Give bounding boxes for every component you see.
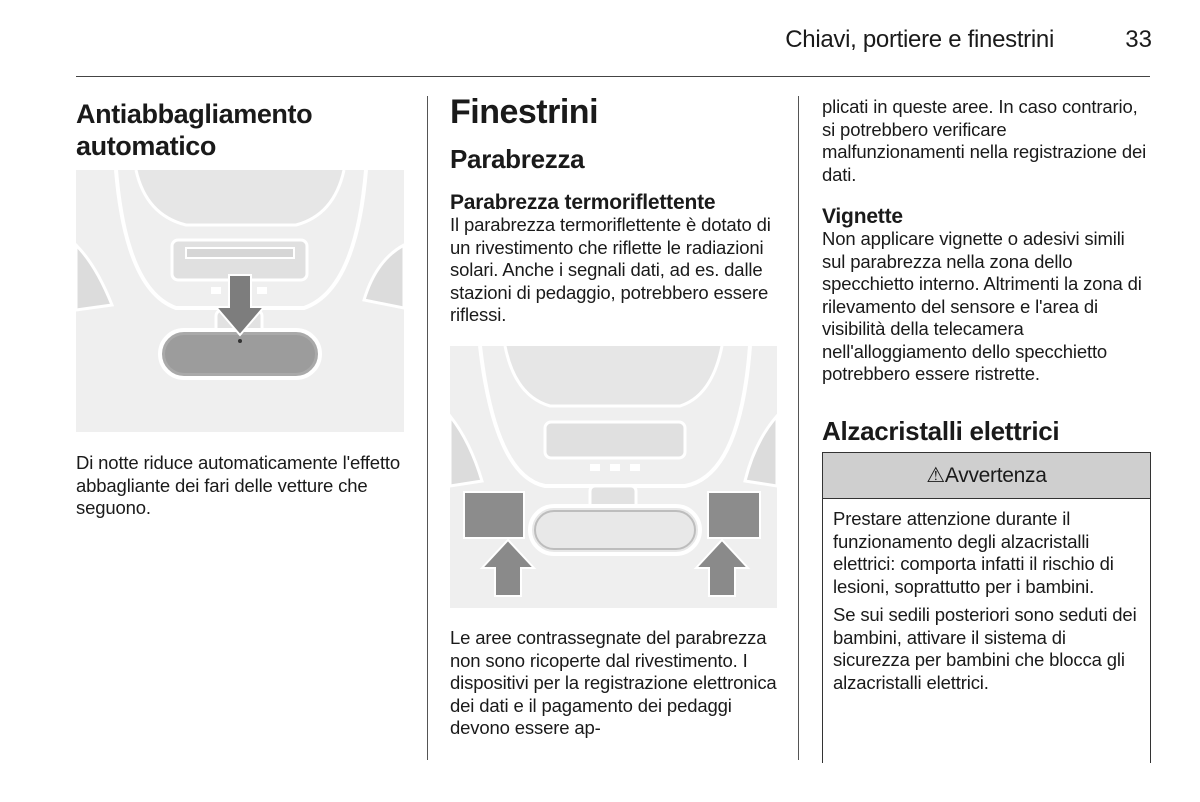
- paragraph-vignette: Non applicare vignette o adesivi simili sul parabrezza nella zona dello specchietto interno. Altrimenti la zona di rilevamento del sensore e l'area di visibilità della telecamera nell'alloggiamento dello specchietto potrebbero essere ristrette.: [822, 228, 1142, 384]
- header-rule: [76, 76, 1150, 77]
- paragraph-continuation: plicati in queste aree. In caso contrario, si potrebbero verificare malfunzionamenti nella registrazione dei dati.: [822, 96, 1147, 185]
- middle-column: [450, 94, 780, 327]
- figure-windscreen-areas: [450, 346, 777, 608]
- page-number: 33: [1125, 26, 1152, 53]
- windscreen-areas-illustration: [450, 346, 777, 608]
- mirror-dimming-illustration: [76, 170, 404, 432]
- running-header-title: Chiavi, portiere e finestrini: [785, 26, 1054, 53]
- paragraph-uncoated-areas: Le aree contrassegnate del parabrezza non sono ricoperte dal rivestimento. I dispositivi per la registrazione elettronica dei dati e il pagamento dei pedaggi devono essere ap-: [450, 627, 777, 738]
- warning-title: ⚠Avvertenza: [926, 464, 1047, 487]
- warning-box: [822, 452, 1151, 763]
- column-divider-left: [427, 96, 428, 760]
- column-divider-right: [798, 96, 799, 760]
- chapter-title: Finestrini: [450, 93, 599, 131]
- section-title-windscreen: Parabrezza: [450, 144, 585, 174]
- warning-body: [823, 499, 1150, 694]
- section-heading-auto-dimming: Antiabbagliamento automatico: [76, 99, 313, 161]
- warning-paragraph-2: Se sui sedili posteriori sono seduti dei bambini, attivare il sistema di sicurezza per bambini che blocca gli alzacristalli elettrici.: [833, 604, 1137, 693]
- paragraph-auto-dimming: Di notte riduce automaticamente l'effetto abbagliante dei fari delle vetture che seguono.: [76, 452, 401, 518]
- subsection-title-vignette: Vignette: [822, 205, 903, 228]
- paragraph-heat-reflecting: Il parabrezza termoriflettente è dotato di un rivestimento che riflette le radiazioni solari. Anche i segnali dati, ad es. dalle stazioni di pedaggio, potrebbero essere riflessi.: [450, 214, 771, 325]
- warning-paragraph-1: Prestare attenzione durante il funzionamento degli alzacristalli elettrici: comporta infatti il rischio di lesioni, soprattutto per i bambini.: [833, 508, 1114, 597]
- right-column: [822, 96, 1152, 446]
- left-column: [76, 98, 406, 162]
- subsection-title-heat-reflecting: Parabrezza termoriflettente: [450, 191, 716, 214]
- figure-auto-dimming-mirror: [76, 170, 404, 432]
- warning-header: [823, 453, 1150, 499]
- section-title-power-windows: Alzacristalli elettrici: [822, 415, 1060, 446]
